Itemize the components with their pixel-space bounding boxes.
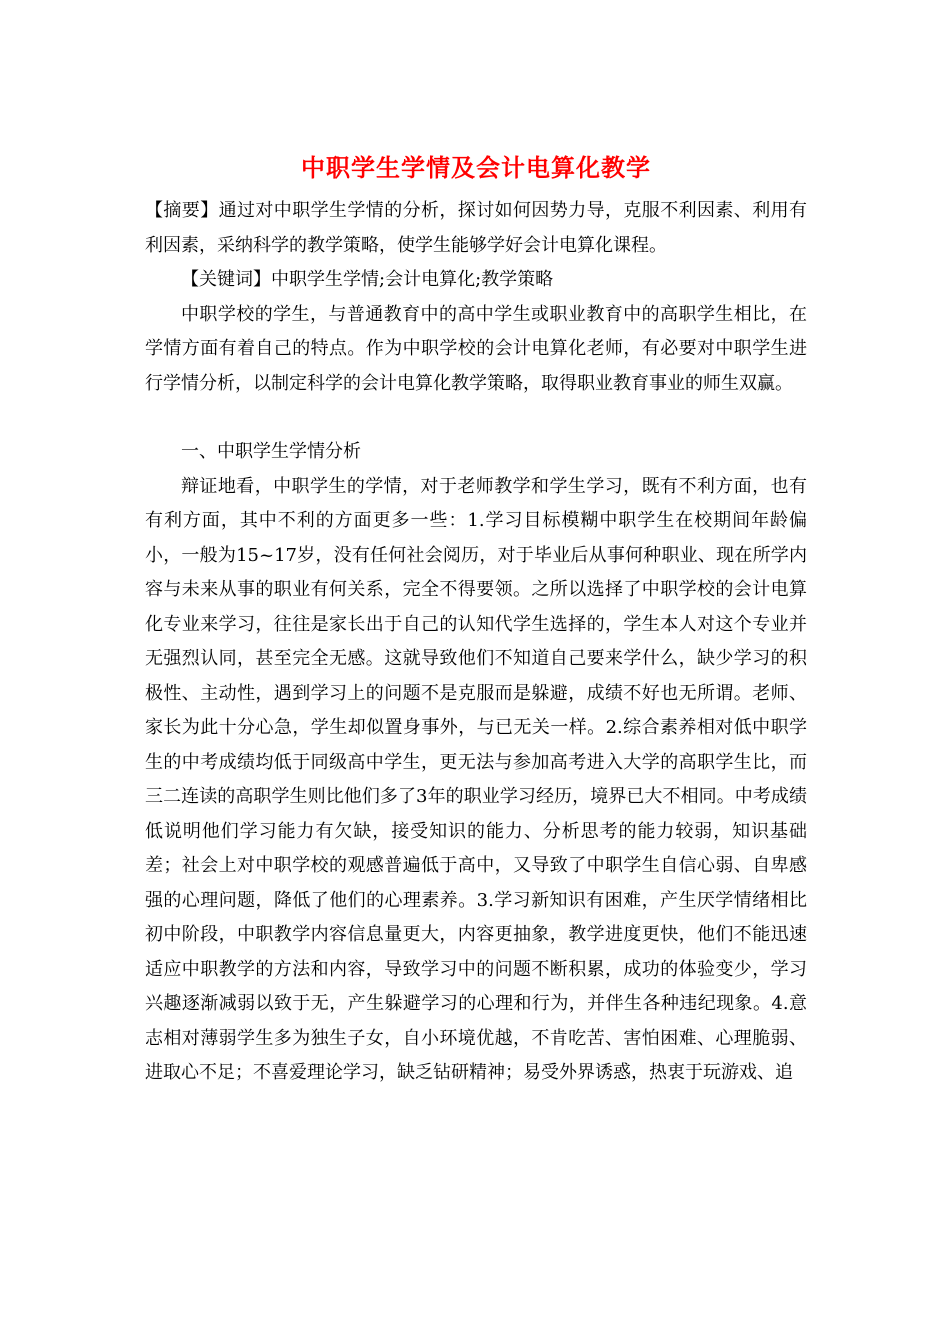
document-title: 中职学生学情及会计电算化教学 bbox=[301, 153, 651, 182]
paragraph-spacer bbox=[145, 401, 807, 435]
intro-paragraph: 中职学校的学生，与普通教育中的高中学生或职业教育中的高职学生相比，在学情方面有着自己的特点。作为中职学校的会计电算化老师，有必要对中职学生进行学情分析，以制定科学的会计电算化教学策略，取得职业教育事业的师生双赢。 bbox=[145, 303, 807, 394]
section-body-paragraph: 辩证地看，中职学生的学情，对于老师教学和学生学习，既有不利方面，也有有利方面，其中不利的方面更多一些：1.学习目标模糊中职学生在校期间年龄偏小，一般为15~17岁，没有任何社会阅历，对于毕业后从事何种职业、现在所学内容与未来从事的职业有何关系，完全不得要领。之所以选择了中职学校的会计电算化专业来学习，往往是家长出于自己的认知代学生选择的，学生本人对这个专业并无强烈认同，甚至完全无感。这就导致他们不知道自己要来学什么，缺少学习的积极性、主动性，遇到学习上的问题不是克服而是躲避，成绩不好也无所谓。老师、家长为此十分心急，学生却似置身事外，与已无关一样。2.综合素养相对低中职学生的中考成绩均低于同级高中学生，更无法与参加高考进入大学的高职学生比，而三二连读的高职学生则比他们多了3年的职业学习经历，境界已大不相同。中考成绩低说明他们学习能力有欠缺，接受知识的能力、分析思考的能力较弱，知识基础差；社会上对中职学校的观感普遍低于高中，又导致了中职学生自信心弱、自卑感强的心理问题，降低了他们的心理素养。3.学习新知识有困难，产生厌学情绪相比初中阶段，中职教学内容信息量更大，内容更抽象，教学进度更快，他们不能迅速适应中职教学的方法和内容，导致学习中的问题不断积累，成功的体验变少，学习兴趣逐渐减弱以致于无，产生躲避学习的心理和行为，并伴生各种违纪现象。4.意志相对薄弱学生多为独生子女，自小环境优越，不肯吃苦、害怕困难、心理脆弱、进取心不足；不喜爱理论学习，缺乏钻研精神；易受外界诱惑，热衷于玩游戏、追 bbox=[145, 475, 807, 1083]
abstract-paragraph: 【摘要】通过对中职学生学情的分析，探讨如何因势力导，克服不利因素、利用有利因素，采纳科学的教学策略，使学生能够学好会计电算化课程。 bbox=[145, 200, 807, 256]
keywords-paragraph: 【关键词】中职学生学情;会计电算化;教学策略 bbox=[181, 269, 554, 290]
section-heading: 一、中职学生学情分析 bbox=[181, 441, 361, 462]
document-page bbox=[145, 140, 807, 1091]
